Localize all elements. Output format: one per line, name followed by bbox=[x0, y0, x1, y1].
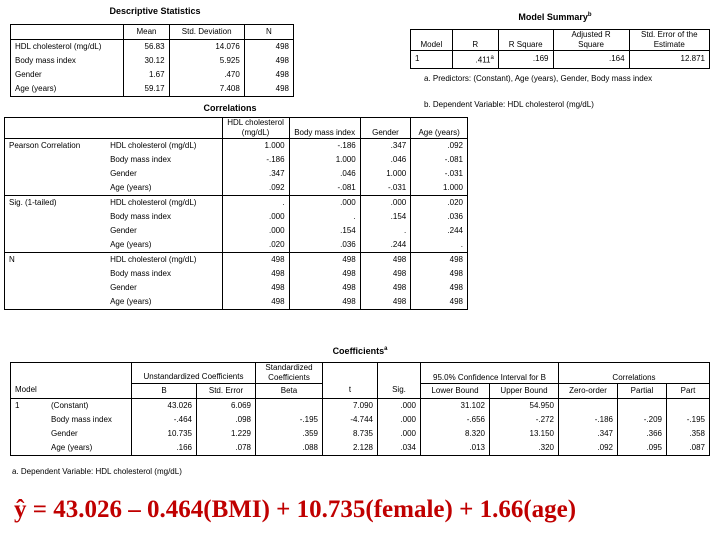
coefficients-note: a. Dependent Variable: HDL cholesterol (mg/dL) bbox=[12, 467, 182, 476]
coefficients-title: Coefficients$^a$ bbox=[332, 346, 388, 356]
corr-group-label: Sig. (1-tailed) bbox=[5, 196, 107, 211]
corr-group-label: N bbox=[5, 253, 107, 268]
desc-header-blank bbox=[11, 25, 124, 40]
table-row: 1 .411$^a$ .169 .164 12.871 bbox=[411, 51, 710, 69]
correlations-table bbox=[4, 117, 468, 310]
ms-header-rsq: R Square bbox=[498, 30, 553, 51]
table-row: Age (years) .092 -.081 -.031 1.000 bbox=[5, 181, 468, 196]
table-row: Body mass index -.186 1.000 .046 -.081 bbox=[5, 153, 468, 167]
table-row: N HDL cholesterol (mg/dL) 498 498 498 498 bbox=[5, 253, 468, 268]
corr-header-hdl: HDL cholesterol (mg/dL) bbox=[222, 118, 289, 139]
table-row: Age (years) 498 498 498 498 bbox=[5, 295, 468, 310]
table-row: Age (years) .020 .036 .244 . bbox=[5, 238, 468, 253]
ms-header-r: R bbox=[452, 30, 498, 51]
table-row: Body mass index .000 . .154 .036 bbox=[5, 210, 468, 224]
correlations-title: Correlations bbox=[203, 103, 257, 113]
table-row: Body mass index 498 498 498 498 bbox=[5, 267, 468, 281]
yhat-symbol: ŷ bbox=[14, 496, 27, 523]
equation-text: = 43.026 – 0.464(BMI) + 10.735(female) + 1.66(age) bbox=[26, 496, 577, 523]
descriptive-statistics-title: Descriptive Statistics bbox=[109, 6, 201, 16]
coefficients-table: Unstandardized Coefficients Standardized Coefficients 95.0% Confidence Interval for B Correlations Model B Std. Error Beta t Sig. Lower Bound Upper Bound Zero-order Partial Part 1 (Constant) 43.026 6.069 7.090 .000 31.102 54.950 Body mass index -.464 .098 -.195 -4.744 .000 -.656 -.272 -.186 -.209 -.195 Gender 10.735 1.229 .359 8.735 .000 8.320 13.150 .347 .366 .358 Age (years) .166 .078 .088 2.128 .034 .013 .320 .092 .095 .087 bbox=[10, 362, 710, 456]
ms-header-model: Model bbox=[411, 30, 453, 51]
table-row: Gender .347 .046 1.000 -.031 bbox=[5, 167, 468, 181]
coef-header-unstd: Unstandardized Coefficients bbox=[132, 363, 256, 384]
table-row: Gender 1.67 .470 498 bbox=[11, 68, 294, 82]
ms-header-stderr: Std. Error of the Estimate bbox=[629, 30, 709, 51]
coef-header-ci: 95.0% Confidence Interval for B bbox=[421, 363, 559, 384]
table-row: Gender 10.735 1.229 .359 8.735 .000 8.320 13.150 .347 .366 .358 bbox=[11, 427, 710, 441]
corr-header-age: Age (years) bbox=[411, 118, 468, 139]
table-row: Body mass index 30.12 5.925 498 bbox=[11, 54, 294, 68]
coef-header-model: Model bbox=[11, 383, 48, 398]
desc-header-mean: Mean bbox=[124, 25, 169, 40]
table-row: Gender .000 .154 . .244 bbox=[5, 224, 468, 238]
desc-header-n: N bbox=[244, 25, 293, 40]
table-row: Gender 498 498 498 498 bbox=[5, 281, 468, 295]
model-summary-note-a: a. Predictors: (Constant), Age (years), Gender, Body mass index bbox=[424, 74, 653, 83]
corr-header-gender: Gender bbox=[360, 118, 411, 139]
table-row: 1 (Constant) 43.026 6.069 7.090 .000 31.102 54.950 bbox=[11, 398, 710, 413]
model-summary-title: Model Summary$^b$ bbox=[518, 12, 592, 22]
table-row: Pearson Correlation HDL cholesterol (mg/dL) 1.000 -.186 .347 .092 bbox=[5, 139, 468, 154]
desc-header-std: Std. Deviation bbox=[169, 25, 244, 40]
table-row: Body mass index -.464 .098 -.195 -4.744 .000 -.656 -.272 -.186 -.209 -.195 bbox=[11, 413, 710, 427]
model-summary-note-b: b. Dependent Variable: HDL cholesterol (mg/dL) bbox=[424, 100, 594, 109]
model-summary-table bbox=[410, 29, 710, 69]
corr-group-label: Pearson Correlation bbox=[9, 141, 81, 150]
table-row: HDL cholesterol (mg/dL) 56.83 14.076 498 bbox=[11, 40, 294, 55]
coef-header-corr: Correlations bbox=[559, 363, 710, 384]
descriptive-statistics-table bbox=[10, 24, 294, 97]
coef-header-std: Standardized Coefficients bbox=[256, 363, 323, 384]
ms-header-adjrsq: Adjusted R Square bbox=[553, 30, 629, 51]
table-row: Age (years) 59.17 7.408 498 bbox=[11, 82, 294, 97]
table-row: Age (years) .166 .078 .088 2.128 .034 .013 .320 .092 .095 .087 bbox=[11, 441, 710, 456]
regression-equation bbox=[14, 496, 576, 524]
corr-header-bmi: Body mass index bbox=[289, 118, 360, 139]
table-row: Sig. (1-tailed) HDL cholesterol (mg/dL) . .000 .000 .020 bbox=[5, 196, 468, 211]
